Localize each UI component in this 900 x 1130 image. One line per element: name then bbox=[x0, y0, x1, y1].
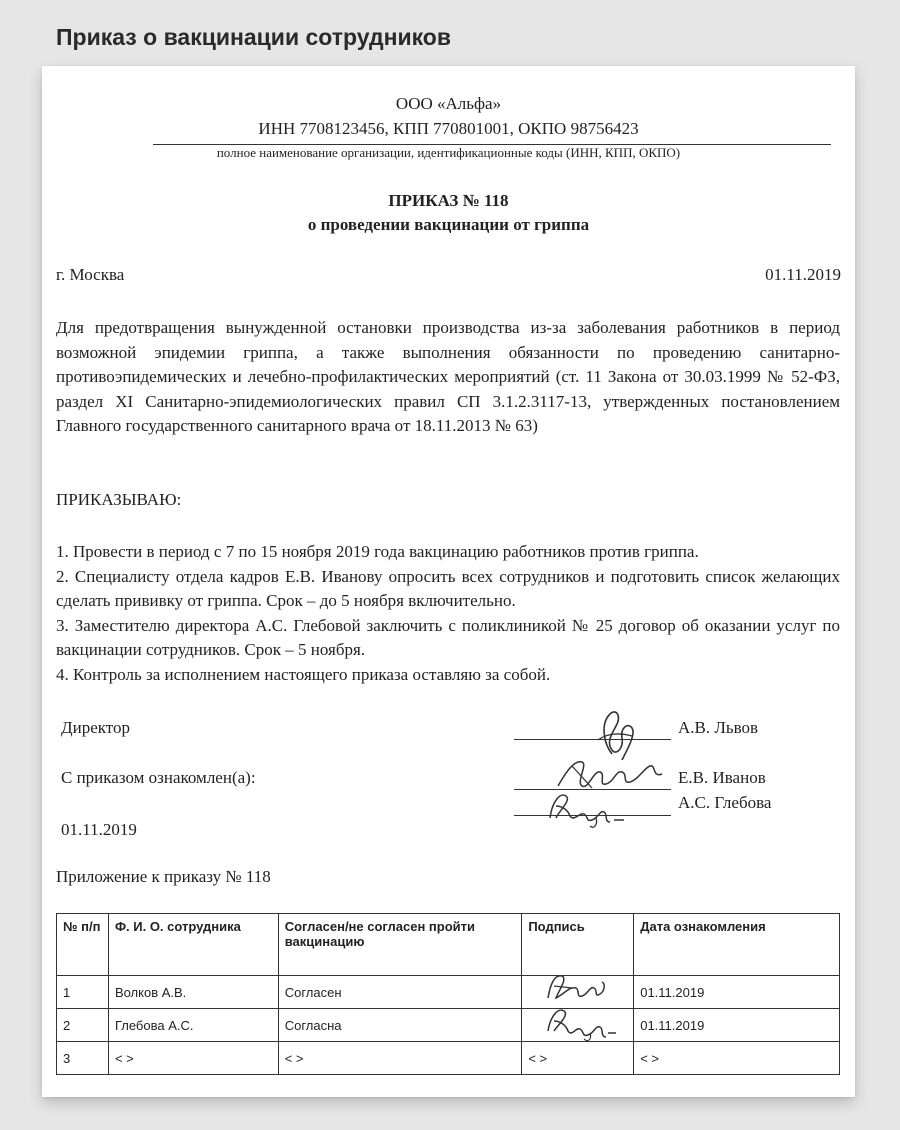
row-number: 3 bbox=[57, 1042, 109, 1075]
order-command: ПРИКАЗЫВАЮ: bbox=[56, 490, 182, 509]
row-consent: < > bbox=[278, 1042, 522, 1075]
appendix-table bbox=[56, 913, 840, 1075]
director-name: А.В. Львов bbox=[678, 718, 759, 737]
row-signature bbox=[522, 1009, 634, 1042]
row-consent: Согласна bbox=[278, 1009, 522, 1042]
row-number: 1 bbox=[57, 976, 109, 1009]
table-header-row bbox=[57, 914, 840, 976]
acquainted-name-2: А.С. Глебова bbox=[678, 793, 772, 812]
column-header-date: Дата ознакомления bbox=[634, 914, 840, 976]
appendix-title: Приложение к приказу № 118 bbox=[56, 867, 271, 886]
table-row bbox=[57, 1009, 840, 1042]
column-header-number: № п/п bbox=[57, 914, 109, 976]
order-item: 2. Специалисту отдела кадров Е.В. Иванову опросить всех сотрудников и подготовить список желающих сделать прививку от гриппа. Срок – до 5 ноября включительно. bbox=[56, 566, 840, 610]
row-date: < > bbox=[634, 1042, 840, 1075]
order-item: 4. Контроль за исполнением настоящего приказа оставляю за собой. bbox=[56, 664, 551, 684]
column-header-consent: Согласен/не согласен пройти вакцинацию bbox=[278, 914, 522, 976]
table-row bbox=[57, 1042, 840, 1075]
order-subtitle: о проведении вакцинации от гриппа bbox=[307, 215, 590, 234]
glebova-table-signature bbox=[540, 997, 620, 1043]
page-title: Приказ о вакцинации сотрудников bbox=[56, 24, 451, 50]
order-date: 01.11.2019 bbox=[765, 265, 841, 284]
organization-name: ООО «Альфа» bbox=[395, 94, 502, 113]
table-row bbox=[57, 976, 840, 1009]
order-city: г. Москва bbox=[56, 265, 125, 284]
row-signature: < > bbox=[522, 1042, 634, 1075]
order-items bbox=[56, 540, 840, 687]
row-number: 2 bbox=[57, 1009, 109, 1042]
row-name: Волков А.В. bbox=[108, 976, 278, 1009]
column-header-name: Ф. И. О. сотрудника bbox=[108, 914, 278, 976]
acquainted-name-1: Е.В. Иванов bbox=[678, 768, 766, 787]
row-consent: Согласен bbox=[278, 976, 522, 1009]
director-label: Директор bbox=[61, 718, 130, 737]
order-preamble: Для предотвращения вынужденной остановки производства из-за заболевания работников в период возможной эпидемии гриппа, а также выполнения обязанности по проведению санитарно-противоэпидемических и лечебно-профилактических мероприятий (ст. 11 Закона от 30.03.1999 № 52-ФЗ, раздел XI Санитарно-эпидемиологических правил СП 3.1.2.3117-13, утвержденных постановлением Главного государственного санитарного врача от 18.11.2013 № 63) bbox=[56, 318, 840, 435]
row-date: 01.11.2019 bbox=[634, 976, 840, 1009]
document-sheet bbox=[42, 66, 855, 1097]
row-name: < > bbox=[108, 1042, 278, 1075]
order-title: ПРИКАЗ № 118 bbox=[388, 191, 509, 210]
glebova-signature bbox=[540, 782, 640, 832]
order-item: 3. Заместителю директора А.С. Глебовой заключить с поликлиникой № 25 договор об оказании услуг по вакцинации сотрудников. Срок – 5 ноября. bbox=[56, 615, 840, 659]
organization-caption: полное наименование организации, идентификационные коды (ИНН, КПП, ОКПО) bbox=[216, 145, 681, 160]
acquainted-date: 01.11.2019 bbox=[61, 820, 137, 839]
column-header-signature: Подпись bbox=[522, 914, 634, 976]
row-name: Глебова А.С. bbox=[108, 1009, 278, 1042]
row-date: 01.11.2019 bbox=[634, 1009, 840, 1042]
order-item: 1. Провести в период с 7 по 15 ноября 2019 года вакцинацию работников против гриппа. bbox=[56, 542, 699, 561]
organization-codes: ИНН 7708123456, КПП 770801001, ОКПО 98756423 bbox=[258, 119, 639, 138]
acquainted-label: С приказом ознакомлен(а): bbox=[61, 768, 256, 787]
